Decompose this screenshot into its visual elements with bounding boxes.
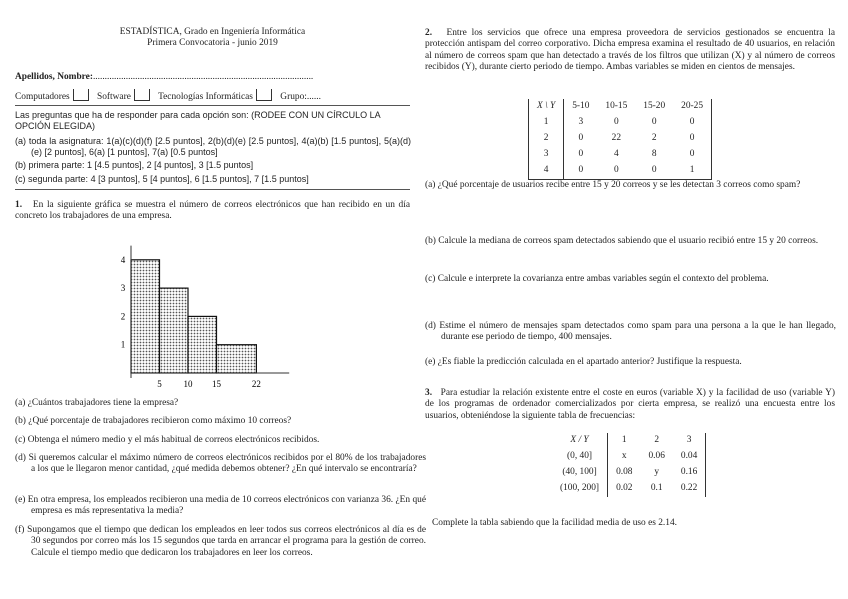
item-tag: (b) [15,416,26,426]
table-cell: 15-20 [643,101,666,112]
item-text: Si queremos calcular el máximo número de correos electrónicos recibidos por el 80% de los trabajadores a los que le llegaron menor cantidad, ¿qué medida debemos obtener? ¿En qué intervalo se encontraría? [28,453,427,475]
x-tick-label: 5 [157,379,162,389]
q3-text: Para estudiar la relación existente entre el coste en euros (variable X) y la facilidad de uso (variable Y) de los programas de ordenador comercializados por cierta empresa, se realizó una encuesta entre los usuarios, obteniéndose la siguiente tabla de frecuencias: [425,388,835,421]
table-cell: 2 [654,435,660,446]
table-cell: 8 [651,149,657,160]
item-tag: (e) [425,357,436,367]
instructions-text: Las preguntas que ha de responder para cada opción son: (RODEE CON UN CÍRCULO LA OPCIÓN ELEGIDA) [15,110,381,132]
item-text: segunda parte: 4 [3 puntos], 5 [4 puntos], 6 [1.5 puntos], 7 [1.5 puntos] [28,174,309,184]
item-text: Estime el número de mensajes spam detectados como spam para una persona a la que le han llegado, durante ese periodo de tiempo, 400 mensajes. [439,321,837,343]
item-text: En otra empresa, los empleados recibieron una media de 10 correos electrónicos con varianza 36. ¿En qué empresa es más representativa la media? [27,495,426,517]
name-dots: .............................................................................................. [92,72,314,82]
item-tag: (d) [15,453,26,463]
table-cell: 0 [578,133,584,144]
table-cell: 1 [689,165,695,176]
option-computadores-label: Computadores [15,92,70,102]
item-tag: (a) [425,180,436,190]
group-field[interactable]: Grupo:...... [280,92,321,102]
table-cell: 3 [578,117,584,128]
histogram-bar [188,316,217,373]
y-tick-label: 2 [120,311,126,322]
item-text: Obtenga el número medio y el más habitual de correos electrónicos recibidos. [27,435,320,445]
divider [15,189,410,190]
item-text: primera parte: 1 [4.5 puntos], 2 [4 puntos], 3 [1.5 puntos] [28,160,254,170]
table-cell: 0.22 [680,483,698,494]
exam-title: ESTADÍSTICA, Grado en Ingeniería Informática [119,27,306,37]
exam-subtitle: Primera Convocatoria - junio 2019 [147,38,278,48]
item-tag: (b) [425,236,436,246]
table-row [529,147,712,163]
y-tick-label: 3 [120,283,126,294]
q3-statement [425,388,835,422]
table-cell: 0 [614,117,619,128]
table-cell: 0.02 [616,483,633,494]
table-cell: 3 [529,147,564,163]
table-cell: 0 [614,165,619,176]
y-tick-label: 1 [120,339,126,350]
table-cell: 10-15 [605,101,628,112]
table-cell: 5-10 [572,101,590,112]
table-cell: X / Y [552,433,608,449]
option-ti-label: Tecnologías Informáticas [158,92,253,102]
q1-item [15,453,426,476]
q3-table [552,433,706,497]
item-tag: (a) [15,398,26,408]
table-row [529,115,712,131]
item-tag: (c) [15,435,26,445]
q3-number: 3. [425,388,433,398]
table-cell: 0 [689,133,695,144]
item-text: toda la asignatura: 1(a)(c)(d)(f) [2.5 puntos], 2(b)(d)(e) [2.5 puntos], 4(a)(b) [1.5 puntos], 5(a)(d)(e) [2 puntos], 6(a) [1 puntos], 7(a) [0.5 puntos] [28,136,411,158]
table-cell: 0.04 [680,451,698,462]
item-text: ¿Cuántos trabajadores tiene la empresa? [27,398,179,408]
table-cell: 2 [651,133,657,144]
item-text: Calcule e interprete la covarianza entre ambas variables según el contexto del problema. [437,274,769,284]
table-cell: 4 [529,163,564,180]
option-b [15,160,411,171]
table-cell: 1 [621,435,627,446]
y-tick-label: 4 [120,254,126,265]
degree-options [15,89,415,103]
q1-item [15,525,426,559]
histogram-chart [100,245,290,395]
option-software-checkbox[interactable] [134,89,150,101]
q2-item [425,321,836,344]
q1-text: En la siguiente gráfica se muestra el número de correos electrónicos que han recibido en un día concreto los trabajadores de una empresa. [15,200,410,222]
item-text: ¿Es fiable la predicción calculada en el apartado anterior? Justifique la respuesta. [437,357,742,367]
x-tick-label: 10 [183,379,193,389]
item-text: ¿Qué porcentaje de usuarios recibe entre 15 y 20 correos y se les detectan 3 correos como spam? [437,180,801,190]
q2-item [425,357,836,368]
name-field[interactable] [15,72,410,83]
item-tag: (f) [15,525,25,535]
q1-item [15,495,426,518]
q1-statement [15,200,410,223]
q2-text: Entre los servicios que ofrece una empresa proveedora de servicios gestionados se encuentra la protección antispam del correo corporativo. Dicha empresa examina el resultado de 40 usuarios, en relación al número de correos spam que han detectado a través de los filtros que utilizan (X) y al número de correos recibidos (Y), durante cierto periodo de tiempo. Ambas variables se miden en cientos de mensajes. [425,28,835,73]
table-cell: y [654,467,660,478]
option-ti-checkbox[interactable] [256,89,272,101]
q1-number: 1. [15,200,23,210]
item-tag: (b) [15,160,26,170]
table-row [552,449,706,465]
divider [15,105,410,106]
table-cell: (100, 200] [552,481,608,497]
table-cell: 0 [578,149,584,160]
option-software-label: Software [97,92,131,102]
table-cell: 0 [651,165,657,176]
x-tick-label: 15 [212,379,221,389]
table-cell: 0.16 [680,467,698,478]
table-header [552,433,706,449]
table-cell: 20-25 [681,101,704,112]
q2-statement [425,28,835,74]
item-text: ¿Qué porcentaje de trabajadores recibieron como máximo 10 correos? [28,416,292,426]
table-cell: 3 [686,435,692,446]
item-text: Calcule la mediana de correos spam detectados sabiendo que el usuario recibió entre 15 y 20 correos. [438,236,819,246]
option-a [15,136,411,159]
q2-number: 2. [425,28,433,38]
option-computadores-checkbox[interactable] [73,89,89,101]
table-row [552,481,706,497]
table-cell: x [621,451,627,462]
table-cell: 0 [578,165,584,176]
q1-item [15,435,426,446]
q2-item [425,180,836,191]
option-c [15,174,411,185]
table-row [529,163,712,180]
table-cell: (40, 100] [552,465,608,481]
table-cell: X \ Y [529,99,564,115]
item-tag: (e) [15,495,26,505]
q1-item [15,398,426,409]
q2-table [528,99,712,180]
q2-item [425,274,836,285]
table-cell: 0 [689,149,695,160]
table-cell: 0.06 [648,451,665,462]
item-tag: (c) [425,274,436,284]
histogram-bar [160,288,189,373]
table-cell: 0.08 [616,467,633,478]
table-cell: 0 [689,117,695,128]
q3-footer: Complete la tabla sabiendo que la facilidad media de uso es 2.14. [432,518,677,528]
item-text: Supongamos que el tiempo que dedican los empleados en leer todos sus correos electrónicos al día es de 30 segundos por correo más los 15 segundos que tarda en arrancar el programa para la gestión de correo. Calcule el tiempo medio que dedicaron los trabajadores en leer los correos. [27,525,427,558]
x-tick-label: 22 [251,379,261,389]
table-cell: 2 [529,131,564,147]
table-header [529,99,712,115]
q2-item [425,236,836,247]
table-cell: (0, 40] [552,449,608,465]
item-tag: (d) [425,321,436,331]
q1-item [15,416,426,427]
histogram-bar [217,345,257,373]
histogram-bar [131,260,160,373]
table-cell: 1 [529,115,564,131]
table-row [529,131,712,147]
table-cell: 22 [611,133,622,144]
table-cell: 0 [651,117,657,128]
name-label: Apellidos, Nombre: [15,72,93,82]
table-row [552,465,706,481]
item-tag: (c) [15,174,26,184]
table-cell: 4 [614,149,619,160]
table-cell: 0.1 [650,483,663,494]
item-tag: (a) [15,136,26,146]
